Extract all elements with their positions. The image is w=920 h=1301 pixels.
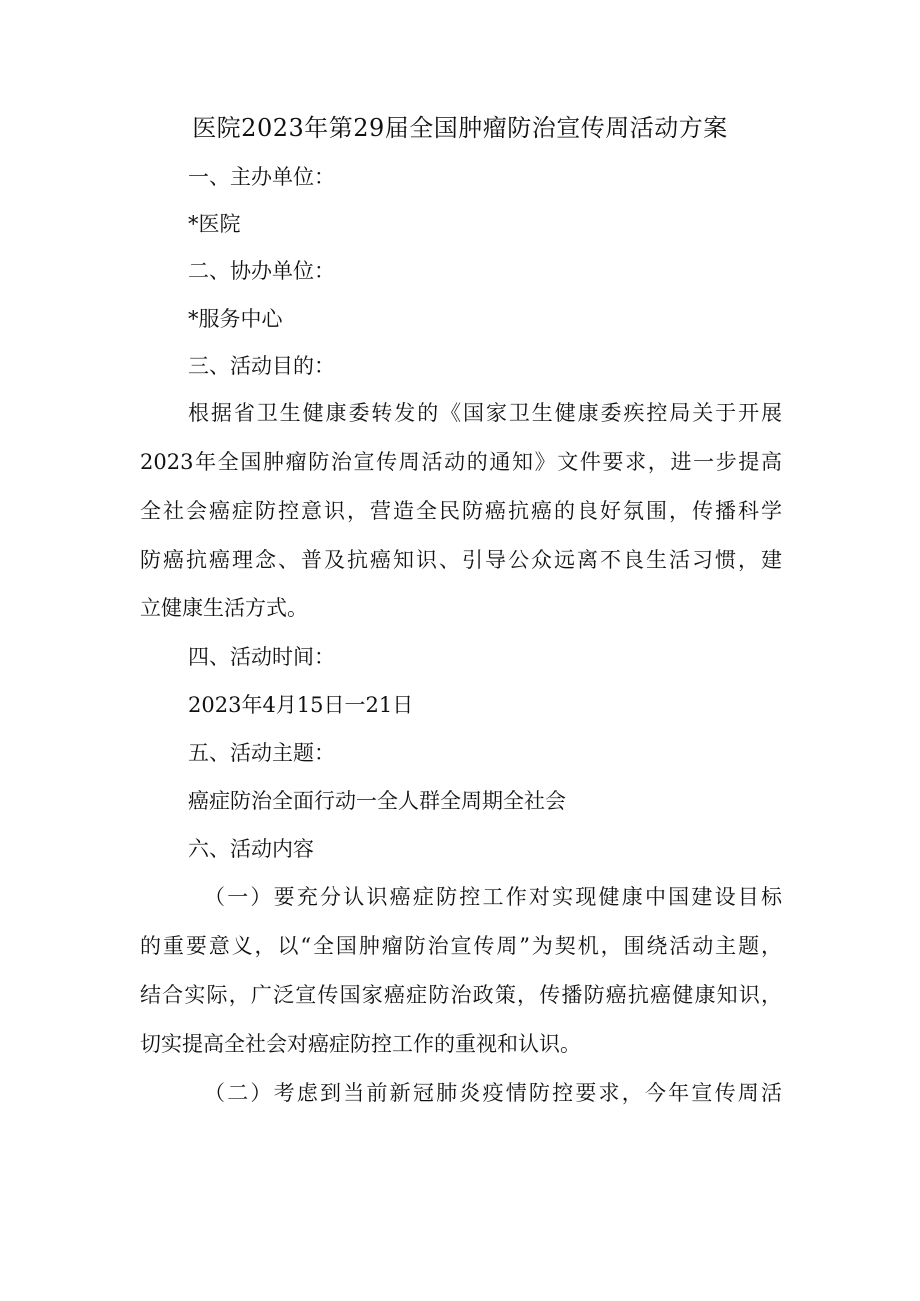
purpose-line-2: 2023年全国肿瘤防治宣传周活动的通知》文件要求，进一步提高 [140, 450, 782, 474]
co-organizer-value: *服务中心 [188, 307, 283, 331]
time-value: 2023年4月15日一21日 [188, 693, 414, 717]
organizer-value: *医院 [188, 212, 241, 236]
purpose-line-1: 根据省卫生健康委转发的《国家卫生健康委疾控局关于开展 [188, 401, 782, 425]
purpose-line-4: 防癌抗癌理念、普及抗癌知识、引导公众远离不良生活习惯，建 [140, 548, 782, 572]
purpose-line-3: 全社会癌症防控意识，营造全民防癌抗癌的良好氛围，传播科学 [140, 499, 782, 523]
content-p1-line-1: （一）要充分认识癌症防控工作对实现健康中国建设目标 [204, 885, 782, 909]
section-heading-content: 六、活动内容 [188, 837, 314, 861]
section-heading-co-organizer: 二、协办单位： [188, 259, 335, 283]
document-title: 医院2023年第29届全国肿瘤防治宣传周活动方案 [192, 114, 728, 142]
content-p1-line-3: 结合实际，广泛宣传国家癌症防治政策，传播防癌抗癌健康知识， [140, 983, 782, 1007]
content-p2-line-1: （二）考虑到当前新冠肺炎疫情防控要求，今年宣传周活 [204, 1081, 782, 1105]
section-heading-purpose: 三、活动目的： [188, 354, 335, 378]
purpose-line-5: 立健康生活方式。 [140, 596, 308, 620]
section-heading-organizer: 一、主办单位： [188, 165, 335, 189]
theme-value: 癌症防治全面行动一全人群全周期全社会 [188, 789, 566, 813]
content-p1-line-4: 切实提高全社会对癌症防控工作的重视和认识。 [140, 1032, 581, 1056]
content-p1-line-2: 的重要意义，以“全国肿瘤防治宣传周”为契机，围绕活动主题， [140, 934, 782, 958]
section-heading-theme: 五、活动主题： [188, 741, 335, 765]
section-heading-time: 四、活动时间： [188, 645, 335, 669]
